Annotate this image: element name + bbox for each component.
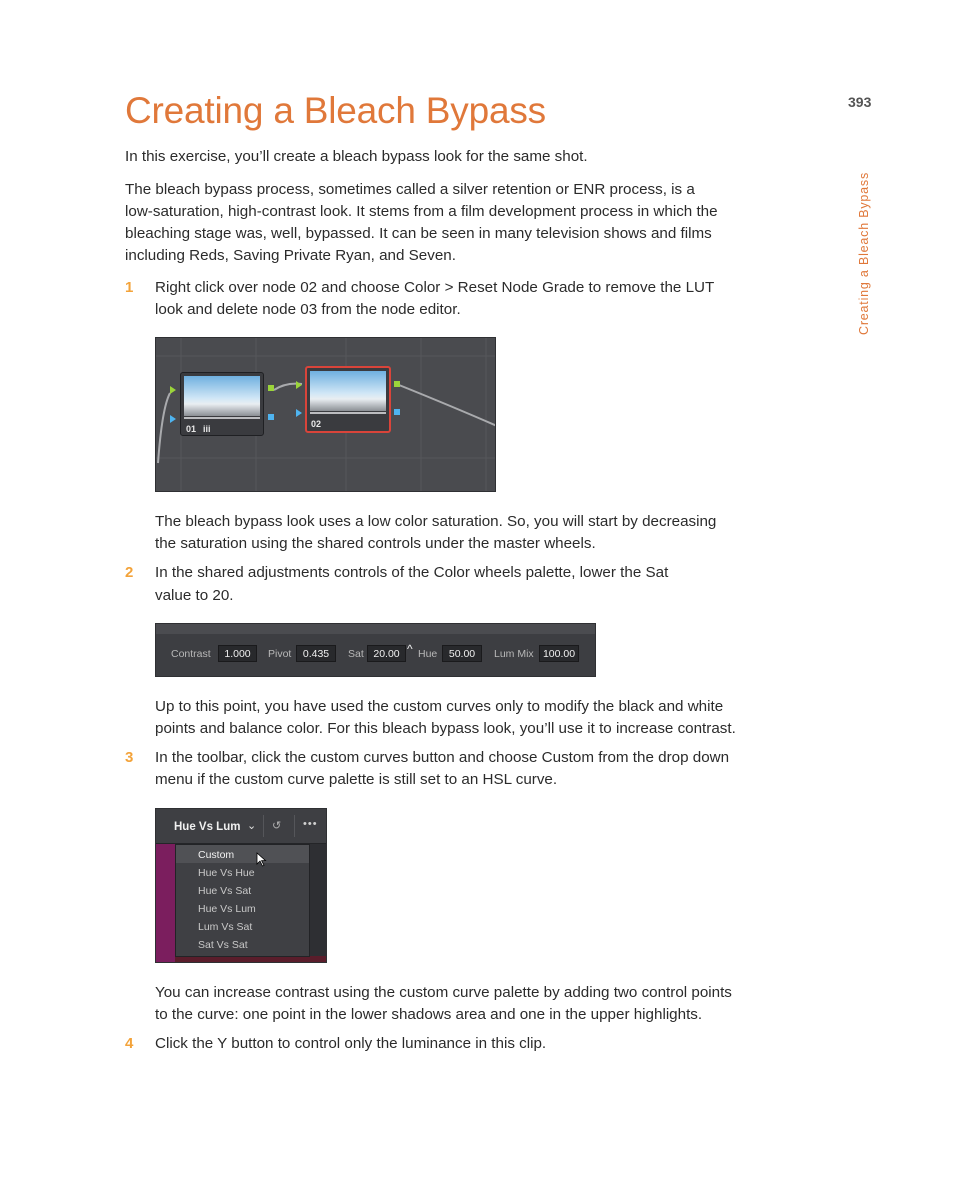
- paragraph-line: The bleach bypass process, sometimes called a silver retention or ENR process, is a: [125, 181, 695, 198]
- lummix-field[interactable]: 100.00: [539, 645, 579, 662]
- description-paragraph: [125, 179, 718, 267]
- page-number: 393: [848, 94, 872, 110]
- paragraph-line: including Reds, Saving Private Ryan, and Seven.: [125, 247, 456, 264]
- curve-mode-dropdown[interactable]: Hue Vs Lum: [174, 821, 241, 833]
- reset-icon[interactable]: ↺: [272, 820, 282, 832]
- node-input-key-icon: [296, 409, 302, 417]
- cursor-caret-icon: ^: [407, 642, 413, 656]
- chevron-down-icon[interactable]: ⌄: [247, 820, 257, 832]
- menu-item-hue-vs-lum[interactable]: Hue Vs Lum: [198, 903, 256, 915]
- figure-3-caption: [155, 982, 732, 1026]
- node-output-key-icon[interactable]: [268, 414, 274, 420]
- paragraph-line: the saturation using the shared controls under the master wheels.: [155, 535, 596, 552]
- curve-mode-menu: [175, 844, 310, 957]
- figure-2-caption: [155, 696, 736, 740]
- more-options-icon[interactable]: •••: [303, 818, 318, 830]
- mouse-pointer-icon: [256, 852, 268, 868]
- menu-item-sat-vs-sat[interactable]: Sat Vs Sat: [198, 939, 248, 951]
- node-label: 01: [186, 424, 197, 434]
- step-text-line: Click the Y button to control only the luminance in this clip.: [155, 1035, 547, 1052]
- lummix-label: Lum Mix: [494, 648, 534, 660]
- node-output-rgb-icon[interactable]: [394, 381, 400, 387]
- node-01[interactable]: [180, 372, 264, 436]
- pivot-label: Pivot: [268, 648, 292, 660]
- paragraph-line: to the curve: one point in the lower shadows area and one in the upper highlights.: [155, 1006, 703, 1023]
- step-text-line: Right click over node 02 and choose Color > Reset Node Grade to remove the LUT: [155, 279, 715, 296]
- intro-paragraph: In this exercise, you’ll create a bleach bypass look for the same shot.: [125, 148, 588, 165]
- contrast-label: Contrast: [171, 648, 211, 660]
- node-input-rgb-icon: [170, 386, 176, 394]
- pivot-field[interactable]: 0.435: [296, 645, 336, 662]
- page-title: Creating a Bleach Bypass: [125, 90, 546, 131]
- node-output-key-icon[interactable]: [394, 409, 400, 415]
- paragraph-line: Up to this point, you have used the custom curves only to modify the black and white: [155, 698, 724, 715]
- node-lut-icon: iii: [203, 424, 211, 434]
- step-text-line: In the shared adjustments controls of the Color wheels palette, lower the Sat: [155, 564, 669, 581]
- curve-menu-figure: [155, 808, 327, 963]
- step-text-line: look and delete node 03 from the node editor.: [155, 301, 461, 318]
- step-text-line: In the toolbar, click the custom curves button and choose Custom from the drop down: [155, 749, 730, 766]
- side-running-title: Creating a Bleach Bypass: [857, 171, 871, 335]
- sat-field[interactable]: 20.00: [367, 645, 406, 662]
- contrast-field[interactable]: 1.000: [218, 645, 257, 662]
- node-thumbnail: [184, 376, 260, 416]
- hue-field[interactable]: 50.00: [442, 645, 482, 662]
- node-02[interactable]: [305, 366, 391, 433]
- step-number: 2: [125, 564, 134, 581]
- node-input-rgb-icon: [296, 381, 302, 389]
- shared-controls-figure: [155, 623, 596, 677]
- menu-item-hue-vs-hue[interactable]: Hue Vs Hue: [198, 867, 255, 879]
- paragraph-line: bleaching stage was, well, bypassed. It can be seen in many television shows and films: [125, 225, 712, 242]
- paragraph-line: low-saturation, high-contrast look. It stems from a film development process in which the: [125, 203, 718, 220]
- step-text-line: menu if the custom curve palette is still set to an HSL curve.: [155, 771, 558, 788]
- node-thumbnail: [310, 371, 386, 411]
- hue-label: Hue: [418, 648, 438, 660]
- menu-item-hue-vs-sat[interactable]: Hue Vs Sat: [198, 885, 252, 897]
- node-output-rgb-icon[interactable]: [268, 385, 274, 391]
- node-input-key-icon: [170, 415, 176, 423]
- menu-item-custom[interactable]: Custom: [198, 849, 235, 861]
- paragraph-line: You can increase contrast using the custom curve palette by adding two control points: [155, 984, 732, 1001]
- node-editor-figure: [155, 337, 496, 492]
- step-text-line: value to 20.: [155, 587, 234, 604]
- step-number: 4: [125, 1035, 134, 1052]
- paragraph-line: The bleach bypass look uses a low color saturation. So, you will start by decreasing: [155, 513, 717, 530]
- figure-1-caption: [155, 511, 716, 555]
- menu-highlight: [176, 845, 309, 863]
- step-number: 3: [125, 749, 134, 766]
- step-number: 1: [125, 279, 134, 296]
- node-label: 02: [311, 419, 322, 429]
- sat-label: Sat: [348, 648, 364, 660]
- paragraph-line: points and balance color. For this bleach bypass look, you’ll use it to increase contrast.: [155, 720, 736, 737]
- menu-item-lum-vs-sat[interactable]: Lum Vs Sat: [198, 921, 253, 933]
